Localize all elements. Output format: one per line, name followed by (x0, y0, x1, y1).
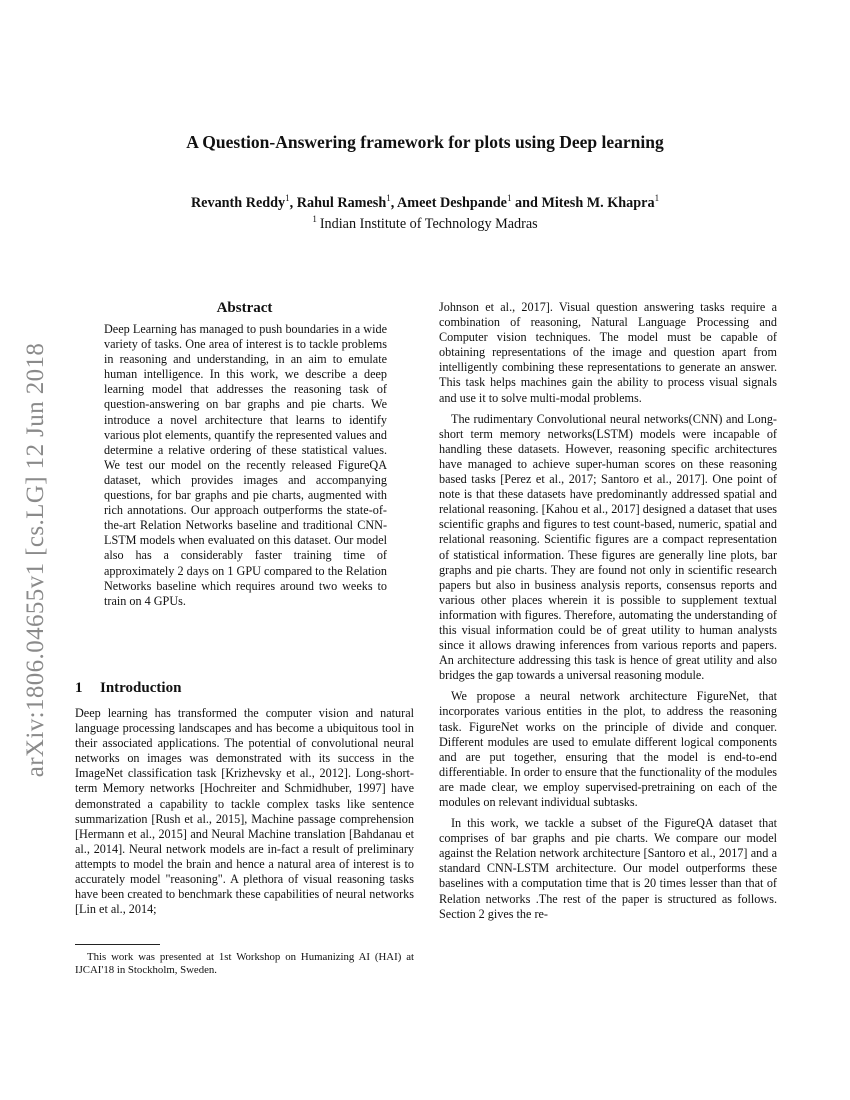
section-number: 1 (75, 680, 83, 696)
author-name: Ameet Deshpande (397, 195, 507, 211)
section-title: Introduction (100, 680, 182, 696)
footnote-divider (75, 944, 160, 945)
affiliation-text: Indian Institute of Technology Madras (319, 216, 538, 232)
arxiv-identifier-stamp: arXiv:1806.04655v1 [cs.LG] 12 Jun 2018 (22, 342, 49, 778)
paper-title: A Question-Answering framework for plots using Deep learning (186, 132, 664, 152)
footnote (75, 951, 414, 978)
body-paragraph: Deep learning has transformed the computer vision and natural language processing landscapes and has become a ubiquitous tool in their associated applications. The potential of convolutional neural networks on images was demonstrated with its success in the ImageNet classification task [Krizhevsky et al., 2012]. Long-short-term Memory networks [Hochreiter and Schmidhuber, 1997] have demonstrated a capability to tackle complex tasks like sentence summarization [Rush et al., 2015], Machine passage comprehension [Hermann et al., 2015] and Neural Machine translation [Bahdanau et al., 2014]. Neural network models are in-fact a result of preliminary attempts to model the brain and hence a natural area of interest is to accurately model "reasoning". A plethora of visual reasoning tasks have been created to benchmark these capabilities of neural networks [Lin et al., 2014; (75, 706, 414, 917)
body-paragraph: In this work, we tackle a subset of the FigureQA dataset that comprises of bar graphs and pie charts. We compare our model against the Relation network architecture [Santoro et al., 2017] and a standard CNN-LSTM architecture. Our model outperforms these baselines with a computation time that is 20 times lesser than that of Relation networks .The rest of the paper is structured as follows. Section 2 gives the re- (439, 816, 777, 921)
author-separator: and (511, 195, 542, 211)
author-affiliation-mark: 1 (506, 193, 512, 203)
author-affiliation-mark: 1 (285, 193, 290, 203)
affiliation-mark: 1 (312, 214, 317, 224)
abstract-heading: Abstract (216, 300, 273, 316)
abstract-body: Deep Learning has managed to push boundaries in a wide variety of tasks. One area of interest is to tackle problems in reasoning and understanding, in an aim to emulate human intelligence. In this work, we describe a deep learning model that addresses the reasoning task of question-answering on bar graphs and pie charts. We introduce a novel architecture that learns to identify various plot elements, quantify the represented values and determine a relative ordering of these statistical values. We test our model on the recently released FigureQA dataset, which provides images and accompanying questions, for bar graphs and pie charts, augmented with rich annotations. Our approach outperforms the state-of-the-art Relation Networks baseline and traditional CNN-LSTM models when evaluated on this dataset. Our model also has a considerably faster training time of approximately 2 days on 1 GPU compared to the Relation Networks baseline which requires around two weeks to train on 4 GPUs. (104, 322, 387, 608)
author-name: Revanth Reddy (190, 195, 286, 211)
author-affiliation-mark: 1 (386, 193, 391, 203)
author-affiliation (75, 214, 775, 233)
introduction-body (75, 706, 414, 917)
right-column-body (439, 300, 777, 928)
author-list (75, 193, 775, 212)
footnote-text: This work was presented at 1st Workshop on Humanizing AI (HAI) at IJCAI'18 in Stockholm, Sweden. (75, 951, 414, 977)
body-paragraph: The rudimentary Convolutional neural networks(CNN) and Long-short term memory networks(LSTM) models were incapable of handling these datasets. However, reasoning specific architectures have managed to achieve super-human scores on these reasoning based tasks [Perez et al., 2017; Santoro et al., 2017]. One point of note is that these datasets have predominantly addressed spatial and relational reasoning. [Kahou et al., 2017] designed a dataset that uses scientific graphs and figures to test count-based, numeric, spatial and relational reasoning. Scientific figures are a compact representation of statistical information. These figures are generally line plots, bar graphs and pie charts. They are found not only in scientific research papers but also in business analysis reports, consensus reports and various other places wherein it is possible to supplement textual information with figures. Therefore, automating the understanding of this visual information could be of great utility to human analysts since it allows drawing inferences from various reports and papers. An architecture addressing this task is hence of great utility and also bridges the gap towards a universal reasoning module. (439, 411, 777, 683)
author-affiliation-mark: 1 (654, 193, 660, 203)
body-paragraph: We propose a neural network architecture FigureNet, that incorporates various entities in the plot, to address the reasoning task. FigureNet works on the principle of divide and conquer. Different modules are used to emulate different logical components and are put together, ensuring that the model is end-to-end differentiable. In order to ensure that the functionality of the modules are made clear, we employ supervised-pretraining on each of the modules on relevant individual subtasks. (439, 689, 777, 809)
author-separator: , (390, 195, 398, 211)
author-separator: , (289, 195, 297, 211)
author-name: Mitesh M. Khapra (541, 195, 655, 211)
body-paragraph: Johnson et al., 2017]. Visual question answering tasks require a combination of reasoning, Natural Language Processing and Computer vision techniques. The model must be capable of obtaining representations of the image and question apart from intelligently combining these representations to generate an answer. This task helps machines gain the ability to process visual signals and use it to solve multi-modal problems. (439, 300, 777, 405)
author-name: Rahul Ramesh (296, 195, 387, 211)
section-heading-introduction (75, 680, 181, 697)
